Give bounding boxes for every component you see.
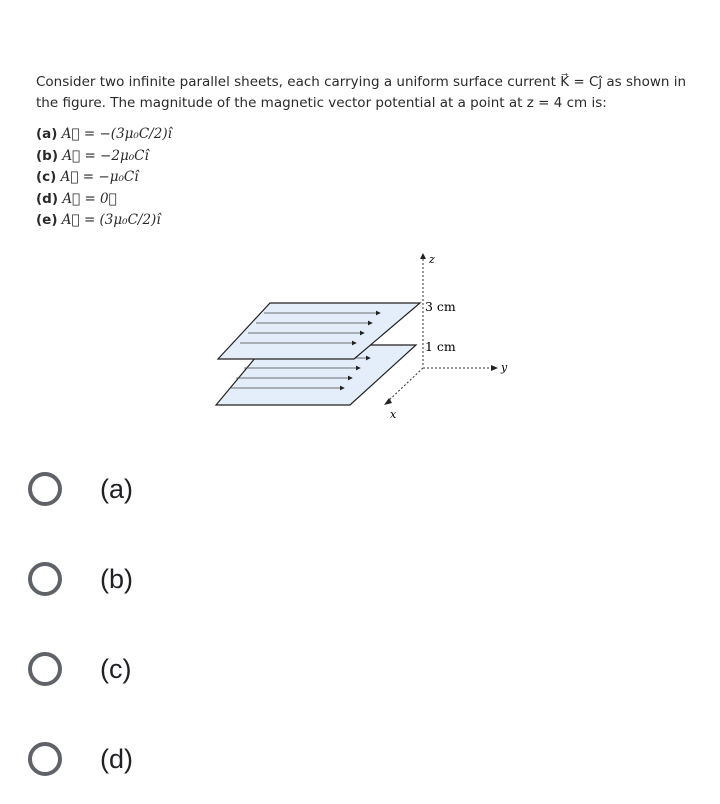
choice-line-b <box>36 146 700 168</box>
option-label: (c) <box>100 653 132 684</box>
choice-tag: (a) <box>36 126 58 142</box>
radio-button-icon[interactable] <box>28 562 62 596</box>
sheets-figure <box>210 245 530 425</box>
choice-list <box>36 124 700 232</box>
choice-line-e <box>36 210 700 232</box>
y-axis-label: y <box>501 361 508 374</box>
x-axis-label: x <box>390 408 397 421</box>
choice-line-a <box>36 124 700 146</box>
answer-option-b[interactable] <box>28 534 688 624</box>
choice-line-c <box>36 167 700 189</box>
answer-options <box>28 444 688 804</box>
choice-tag: (b) <box>36 147 59 164</box>
choice-tag: (e) <box>36 212 58 228</box>
radio-button-icon[interactable] <box>28 472 62 506</box>
choice-tag: (c) <box>36 169 57 185</box>
lower-gap-label: 1 cm <box>425 339 456 354</box>
question-block <box>36 72 700 232</box>
choice-expression: A⃗ = −(3μ₀C/2)î <box>61 126 172 142</box>
radio-button-icon[interactable] <box>28 652 62 686</box>
option-label: (d) <box>100 743 133 774</box>
answer-option-a[interactable] <box>28 444 688 534</box>
option-label: (b) <box>100 563 133 594</box>
z-axis-label: z <box>429 253 435 266</box>
upper-gap-label: 3 cm <box>425 299 456 314</box>
radio-button-icon[interactable] <box>28 742 62 776</box>
choice-expression: A⃗ = (3μ₀C/2)î <box>61 212 161 228</box>
choice-expression: A⃗ = 0⃗ <box>62 190 117 207</box>
answer-option-c[interactable] <box>28 624 688 714</box>
y-axis-arrow <box>491 365 498 371</box>
choice-tag: (d) <box>36 190 59 207</box>
choice-line-d <box>36 189 700 211</box>
answer-option-d[interactable] <box>28 714 688 804</box>
z-axis-arrow <box>420 253 426 259</box>
option-label: (a) <box>100 473 133 504</box>
x-axis-line <box>386 368 423 403</box>
sheets-diagram <box>210 245 530 425</box>
choice-expression: A⃗ = −μ₀Cî <box>60 169 139 185</box>
choice-expression: A⃗ = −2μ₀Cî <box>62 147 149 164</box>
question-stem: Consider two infinite parallel sheets, each carrying a uniform surface current K⃗ = Cĵ as shown in the figure. The magnitude of the magnetic vector potential at a point at z = 4 cm is: <box>36 74 687 111</box>
